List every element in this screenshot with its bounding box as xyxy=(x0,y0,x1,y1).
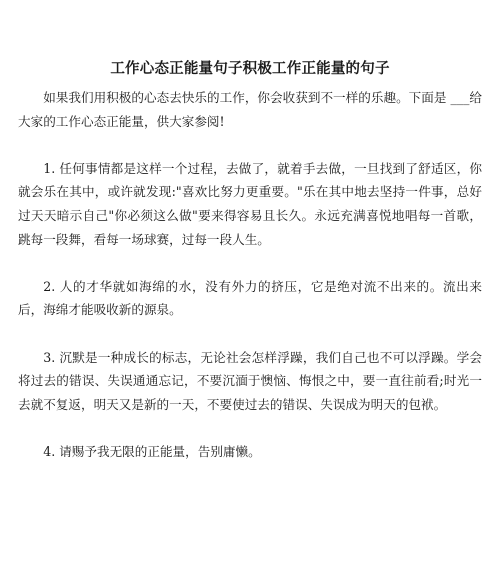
paragraph-spacer xyxy=(18,251,482,275)
paragraph-1: 1. 任何事情都是这样一个过程，去做了，就着手去做，一旦找到了舒适区，你就会乐在其中，或许就发现:"喜欢比努力更重要。"乐在其中地去坚持一件事，总好过天天暗示自己"你必须这么做"要来得容易且长久。永远充满喜悦地唱每一首歌，跳每一段舞，看每一场球赛，过每一段人生。 xyxy=(18,160,482,247)
paragraph-4: 4. 请赐予我无限的正能量，告别庸懒。 xyxy=(43,443,261,459)
paragraph-spacer xyxy=(18,133,482,157)
paragraph-2: 2. 人的才华就如海绵的水，没有外力的挤压，它是绝对流不出来的。流出来后，海绵才能吸收新的源泉。 xyxy=(18,278,482,318)
intro-paragraph: 如果我们用积极的心态去快乐的工作，你会收获到不一样的乐趣。下面是 ___给大家的工作心态正能量，供大家参阅! xyxy=(18,90,482,129)
document-page xyxy=(18,58,482,464)
document-title: 工作心态正能量句子积极工作正能量的句子 xyxy=(110,61,390,77)
paragraph-spacer xyxy=(18,322,482,346)
paragraph-3: 3. 沉默是一种成长的标志，无论社会怎样浮躁，我们自己也不可以浮躁。学会将过去的错误、失误通通忘记，不要沉湎于懊恼、悔恨之中，要一直往前看;时光一去就不复返，明天又是新的一天，不要使过去的错误、失误成为明天的包袱。 xyxy=(18,349,482,412)
paragraph-spacer xyxy=(18,416,482,440)
